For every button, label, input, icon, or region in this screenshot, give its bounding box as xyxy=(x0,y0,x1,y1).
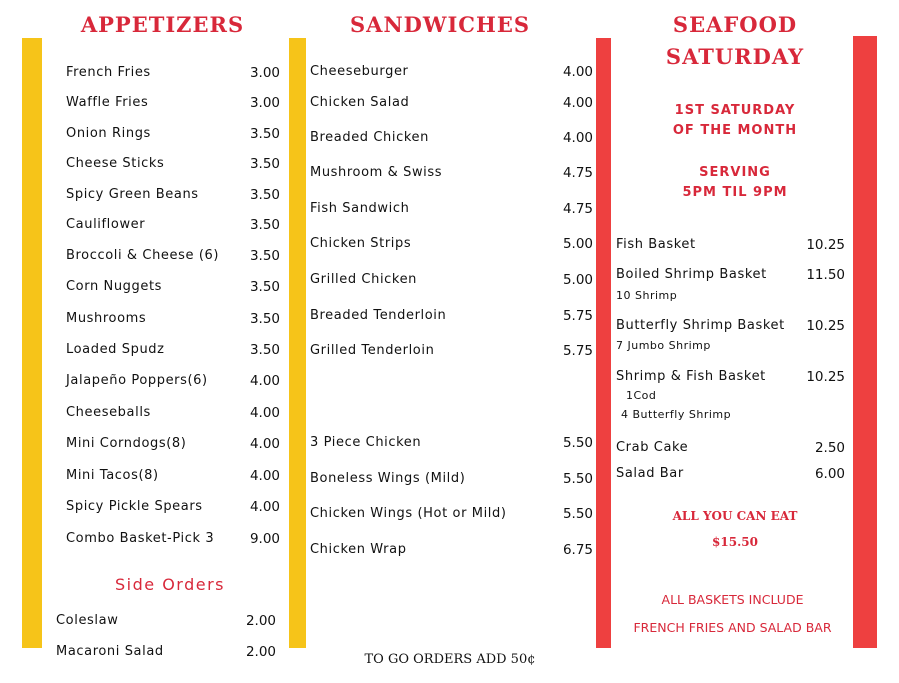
seafood-item-note: 10 Shrimp xyxy=(616,289,678,302)
appetizer-item-name: Cheeseballs xyxy=(66,405,151,420)
sandwich-item-price: 4.75 xyxy=(562,165,593,181)
appetizer-item-price: 9.00 xyxy=(249,531,280,547)
seafood-item-name: Boiled Shrimp Basket xyxy=(616,267,767,282)
all-you-can-eat-price: $15.50 xyxy=(712,535,758,549)
side-order-item-price: 2.00 xyxy=(245,644,276,660)
appetizer-item-price: 3.50 xyxy=(249,279,280,295)
schedule-line1: 1ST SATURDAY xyxy=(674,103,796,118)
appetizer-item-name: Mini Tacos(8) xyxy=(66,468,159,483)
sandwich-item-price: 5.75 xyxy=(562,308,593,324)
appetizer-item-price: 3.50 xyxy=(249,126,280,142)
appetizer-item-price: 3.50 xyxy=(249,217,280,233)
appetizer-item-price: 4.00 xyxy=(249,499,280,515)
serving-line2: 5PM TIL 9PM xyxy=(682,185,788,200)
seafood-item-price: 10.25 xyxy=(806,318,845,334)
yellow-wavy-bar-middle xyxy=(289,38,306,648)
sandwich-item-price: 5.50 xyxy=(562,435,593,451)
seafood-item-name: Fish Basket xyxy=(616,237,696,252)
sandwich-item-price: 4.75 xyxy=(562,201,593,217)
sandwich-item-price: 6.75 xyxy=(562,542,593,558)
appetizer-item-name: Combo Basket-Pick 3 xyxy=(66,531,215,546)
seafood-title-line2: SATURDAY xyxy=(665,44,805,69)
yellow-wavy-bar-left xyxy=(22,38,42,648)
to-go-note: TO GO ORDERS ADD 50¢ xyxy=(364,652,536,667)
sandwich-item-name: Grilled Tenderloin xyxy=(310,343,435,358)
sandwich-item-name: Fish Sandwich xyxy=(310,201,410,216)
sandwich-item-name: Chicken Strips xyxy=(310,236,412,251)
appetizer-item-name: Spicy Green Beans xyxy=(66,187,199,202)
seafood-item-price: 2.50 xyxy=(814,440,845,456)
appetizer-item-price: 4.00 xyxy=(249,468,280,484)
sandwich-item-price: 5.50 xyxy=(562,506,593,522)
appetizer-item-name: Jalapeño Poppers(6) xyxy=(66,373,208,388)
sandwich-item-price: 5.50 xyxy=(562,471,593,487)
red-wavy-bar-middle xyxy=(596,38,611,648)
seafood-item-note: 4 Butterfly Shrimp xyxy=(621,408,732,421)
seafood-item-price: 10.25 xyxy=(806,369,845,385)
appetizers-title: APPETIZERS xyxy=(80,12,245,37)
appetizer-item-name: Cheese Sticks xyxy=(66,156,165,171)
sandwich-item-name: 3 Piece Chicken xyxy=(310,435,422,450)
sandwich-item-price: 5.00 xyxy=(562,272,593,288)
appetizer-item-name: Cauliflower xyxy=(66,217,146,232)
appetizer-item-name: Loaded Spudz xyxy=(66,342,165,357)
appetizer-item-price: 4.00 xyxy=(249,373,280,389)
side-order-item-price: 2.00 xyxy=(245,613,276,629)
appetizer-item-price: 3.00 xyxy=(249,95,280,111)
appetizer-item-name: Waffle Fries xyxy=(66,95,149,110)
serving-line1: SERVING xyxy=(699,165,771,180)
sandwich-item-name: Boneless Wings (Mild) xyxy=(310,471,466,486)
side-order-item-name: Coleslaw xyxy=(56,613,119,628)
appetizer-item-name: Corn Nuggets xyxy=(66,279,163,294)
sandwich-item-name: Grilled Chicken xyxy=(310,272,418,287)
appetizer-item-name: Mini Corndogs(8) xyxy=(66,436,187,451)
appetizer-item-name: French Fries xyxy=(66,65,151,80)
sandwich-item-name: Chicken Wrap xyxy=(310,542,407,557)
red-wavy-bar-right xyxy=(853,36,877,648)
sandwich-item-price: 5.75 xyxy=(562,343,593,359)
seafood-item-price: 11.50 xyxy=(806,267,845,283)
seafood-title-line1: SEAFOOD xyxy=(672,12,798,37)
sandwich-item-name: Chicken Salad xyxy=(310,95,410,110)
schedule-line2: OF THE MONTH xyxy=(672,123,798,138)
seafood-item-name: Salad Bar xyxy=(616,466,684,481)
appetizer-item-price: 3.00 xyxy=(249,65,280,81)
sandwich-item-price: 4.00 xyxy=(562,95,593,111)
seafood-item-name: Butterfly Shrimp Basket xyxy=(616,318,785,333)
appetizer-item-price: 3.50 xyxy=(249,156,280,172)
side-order-item-name: Macaroni Salad xyxy=(56,644,164,659)
appetizer-item-name: Spicy Pickle Spears xyxy=(66,499,203,514)
seafood-item-name: Crab Cake xyxy=(616,440,689,455)
appetizer-item-price: 3.50 xyxy=(249,187,280,203)
baskets-include-line2: FRENCH FRIES AND SALAD BAR xyxy=(633,620,832,635)
sandwich-item-name: Cheeseburger xyxy=(310,64,409,79)
sandwich-item-name: Chicken Wings (Hot or Mild) xyxy=(310,506,507,521)
all-you-can-eat-label: ALL YOU CAN EAT xyxy=(672,509,798,523)
sandwich-item-name: Breaded Tenderloin xyxy=(310,308,447,323)
sandwich-item-price: 4.00 xyxy=(562,130,593,146)
seafood-item-name: Shrimp & Fish Basket xyxy=(616,369,766,384)
seafood-item-price: 10.25 xyxy=(806,237,845,253)
sandwich-item-name: Mushroom & Swiss xyxy=(310,165,443,180)
seafood-item-note: 1Cod xyxy=(626,389,657,402)
sandwich-item-price: 5.00 xyxy=(562,236,593,252)
seafood-item-price: 6.00 xyxy=(814,466,845,482)
appetizer-item-name: Mushrooms xyxy=(66,311,147,326)
appetizer-item-price: 4.00 xyxy=(249,436,280,452)
appetizer-item-price: 4.00 xyxy=(249,405,280,421)
appetizer-item-name: Onion Rings xyxy=(66,126,151,141)
baskets-include-line1: ALL BASKETS INCLUDE xyxy=(661,592,804,607)
appetizer-item-name: Broccoli & Cheese (6) xyxy=(66,248,220,263)
sandwich-item-name: Breaded Chicken xyxy=(310,130,429,145)
sandwiches-title: SANDWICHES xyxy=(350,12,530,37)
appetizer-item-price: 3.50 xyxy=(249,342,280,358)
appetizer-item-price: 3.50 xyxy=(249,248,280,264)
seafood-item-note: 7 Jumbo Shrimp xyxy=(616,339,711,352)
sandwich-item-price: 4.00 xyxy=(562,64,593,80)
side-orders-title: Side Orders xyxy=(115,575,225,594)
appetizer-item-price: 3.50 xyxy=(249,311,280,327)
